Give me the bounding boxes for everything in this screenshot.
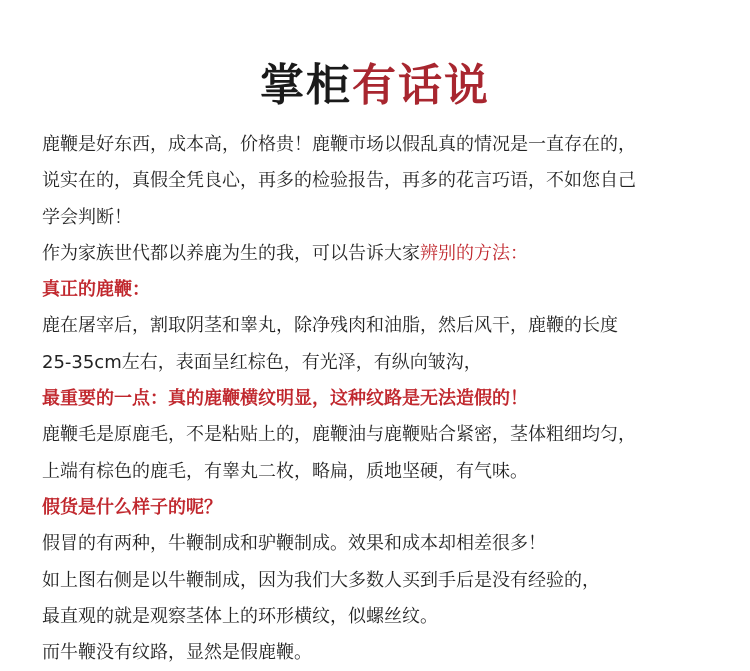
- method-highlight: 辨别的方法：: [420, 242, 528, 264]
- paragraph-line: 学会判断！: [42, 206, 132, 228]
- key-point-heading: 最重要的一点：真的鹿鞭横纹明显，这种纹路是无法造假的！: [42, 388, 528, 410]
- page-title: [0, 58, 750, 114]
- title-part-accent: 有话说: [352, 60, 490, 111]
- title-part-black: 掌柜: [260, 60, 352, 111]
- paragraph-line: 鹿鞭毛是原鹿毛，不是粘贴上的，鹿鞭油与鹿鞭贴合紧密，茎体粗细均匀，: [42, 424, 636, 446]
- paragraph-line: 而牛鞭没有纹路，显然是假鹿鞭。: [42, 642, 312, 664]
- article-body: [42, 127, 712, 671]
- section-heading-fake: 假货是什么样子的呢？: [42, 496, 222, 518]
- paragraph-line: 最直观的就是观察茎体上的环形横纹，似螺丝纹。: [42, 605, 438, 627]
- intro-text: 作为家族世代都以养鹿为生的我，可以告诉大家: [42, 242, 420, 264]
- paragraph-line: 说实在的，真假全凭良心，再多的检验报告，再多的花言巧语，不如您自己: [42, 170, 636, 192]
- section-heading-genuine: 真正的鹿鞭：: [42, 279, 150, 301]
- paragraph-line: [42, 236, 712, 272]
- paragraph-line: 鹿在屠宰后，割取阴茎和睾丸，除净残肉和油脂，然后风干，鹿鞭的长度: [42, 315, 618, 337]
- paragraph-line: 25-35cm左右，表面呈红棕色，有光泽，有纵向皱沟，: [42, 351, 482, 373]
- paragraph-line: 假冒的有两种，牛鞭制成和驴鞭制成。效果和成本却相差很多！: [42, 533, 546, 555]
- paragraph-line: 鹿鞭是好东西，成本高，价格贵！鹿鞭市场以假乱真的情况是一直存在的，: [42, 134, 636, 155]
- paragraph-line: 上端有棕色的鹿毛，有睾丸二枚，略扁，质地坚硬，有气味。: [42, 460, 528, 482]
- paragraph-line: 如上图右侧是以牛鞭制成，因为我们大多数人买到手后是没有经验的，: [42, 569, 600, 591]
